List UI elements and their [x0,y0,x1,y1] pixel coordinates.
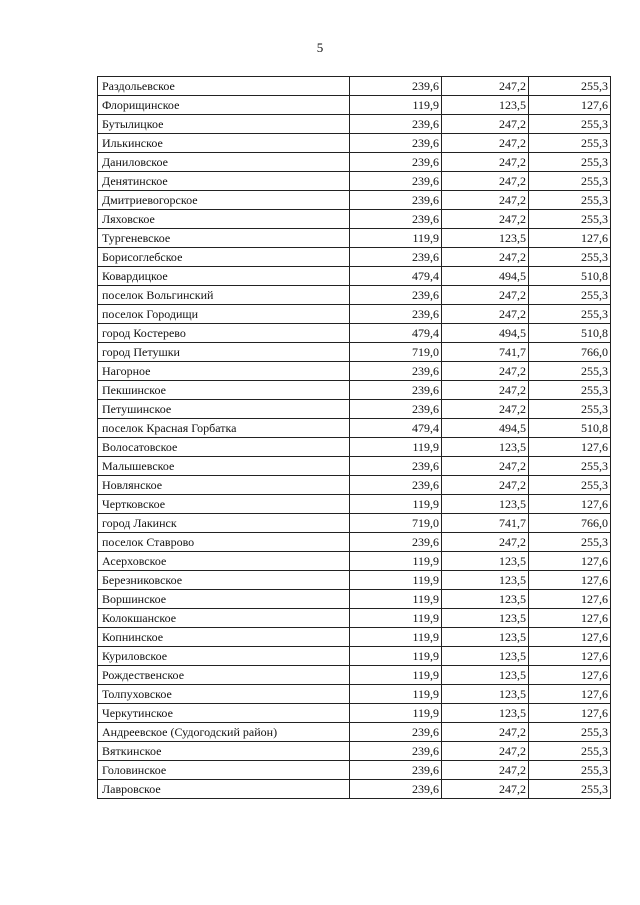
value-2-cell: 247,2 [442,172,529,191]
value-3-cell: 255,3 [529,248,611,267]
settlement-name-cell: Колокшанское [98,609,350,628]
settlement-name-cell: Копнинское [98,628,350,647]
settlement-name-cell: Флорищинское [98,96,350,115]
value-1-cell: 239,6 [350,533,442,552]
value-1-cell: 119,9 [350,590,442,609]
table-row [98,609,611,628]
value-2-cell: 123,5 [442,666,529,685]
value-2-cell: 247,2 [442,723,529,742]
value-3-cell: 255,3 [529,115,611,134]
settlement-name-cell: Борисоглебское [98,248,350,267]
value-3-cell: 255,3 [529,172,611,191]
value-1-cell: 119,9 [350,628,442,647]
table-row [98,324,611,343]
settlement-name-cell: Черкутинское [98,704,350,723]
settlement-name-cell: Куриловское [98,647,350,666]
value-1-cell: 239,6 [350,77,442,96]
value-1-cell: 239,6 [350,191,442,210]
settlement-name-cell: Волосатовское [98,438,350,457]
value-1-cell: 239,6 [350,305,442,324]
settlement-name-cell: Пекшинское [98,381,350,400]
value-3-cell: 127,6 [529,552,611,571]
settlement-name-cell: Воршинское [98,590,350,609]
table-row [98,647,611,666]
value-3-cell: 766,0 [529,343,611,362]
table-row [98,761,611,780]
settlement-name-cell: Андреевское (Судогодский район) [98,723,350,742]
data-table [97,76,611,799]
value-1-cell: 239,6 [350,210,442,229]
table-body [98,77,611,799]
table-row [98,134,611,153]
settlement-name-cell: Вяткинское [98,742,350,761]
settlement-name-cell: поселок Городищи [98,305,350,324]
value-3-cell: 127,6 [529,685,611,704]
settlement-name-cell: Ляховское [98,210,350,229]
value-3-cell: 127,6 [529,96,611,115]
table-row [98,77,611,96]
value-2-cell: 494,5 [442,419,529,438]
value-2-cell: 247,2 [442,780,529,799]
value-1-cell: 119,9 [350,609,442,628]
value-1-cell: 239,6 [350,476,442,495]
value-3-cell: 127,6 [529,704,611,723]
value-2-cell: 123,5 [442,96,529,115]
value-1-cell: 479,4 [350,324,442,343]
value-2-cell: 123,5 [442,495,529,514]
settlement-name-cell: поселок Ставрово [98,533,350,552]
table-row [98,305,611,324]
table-row [98,590,611,609]
value-1-cell: 479,4 [350,267,442,286]
value-2-cell: 247,2 [442,286,529,305]
table-row [98,476,611,495]
settlement-name-cell: Рождественское [98,666,350,685]
value-2-cell: 247,2 [442,400,529,419]
value-2-cell: 247,2 [442,381,529,400]
value-2-cell: 123,5 [442,571,529,590]
value-2-cell: 247,2 [442,248,529,267]
settlement-name-cell: Лавровское [98,780,350,799]
settlement-name-cell: Малышевское [98,457,350,476]
value-2-cell: 247,2 [442,134,529,153]
value-1-cell: 119,9 [350,96,442,115]
value-2-cell: 247,2 [442,362,529,381]
value-2-cell: 247,2 [442,476,529,495]
value-3-cell: 255,3 [529,400,611,419]
value-3-cell: 127,6 [529,438,611,457]
value-2-cell: 741,7 [442,343,529,362]
value-3-cell: 255,3 [529,286,611,305]
table-row [98,191,611,210]
table-row [98,457,611,476]
value-3-cell: 510,8 [529,324,611,343]
value-1-cell: 119,9 [350,552,442,571]
value-1-cell: 239,6 [350,248,442,267]
value-3-cell: 127,6 [529,495,611,514]
table-row [98,533,611,552]
value-1-cell: 239,6 [350,761,442,780]
settlement-name-cell: город Петушки [98,343,350,362]
value-2-cell: 247,2 [442,210,529,229]
value-1-cell: 239,6 [350,115,442,134]
settlement-name-cell: Петушинское [98,400,350,419]
value-1-cell: 719,0 [350,343,442,362]
table-row [98,210,611,229]
value-3-cell: 255,3 [529,533,611,552]
table-row [98,172,611,191]
value-1-cell: 119,9 [350,666,442,685]
value-1-cell: 239,6 [350,780,442,799]
table-row [98,666,611,685]
value-1-cell: 239,6 [350,381,442,400]
value-1-cell: 239,6 [350,400,442,419]
value-2-cell: 741,7 [442,514,529,533]
table-row [98,514,611,533]
value-3-cell: 255,3 [529,77,611,96]
table-row [98,704,611,723]
value-1-cell: 239,6 [350,153,442,172]
value-2-cell: 247,2 [442,742,529,761]
value-1-cell: 119,9 [350,704,442,723]
value-1-cell: 119,9 [350,647,442,666]
settlement-name-cell: Березниковское [98,571,350,590]
table-row [98,723,611,742]
settlement-name-cell: Толпуховское [98,685,350,704]
table-row [98,381,611,400]
value-1-cell: 239,6 [350,723,442,742]
value-3-cell: 255,3 [529,381,611,400]
value-2-cell: 247,2 [442,533,529,552]
value-1-cell: 119,9 [350,438,442,457]
value-3-cell: 127,6 [529,666,611,685]
value-1-cell: 479,4 [350,419,442,438]
value-2-cell: 247,2 [442,77,529,96]
table-row [98,362,611,381]
table-row [98,742,611,761]
value-3-cell: 510,8 [529,419,611,438]
table-row [98,780,611,799]
settlement-name-cell: Илькинское [98,134,350,153]
value-3-cell: 127,6 [529,609,611,628]
value-3-cell: 255,3 [529,761,611,780]
value-1-cell: 119,9 [350,229,442,248]
settlement-name-cell: Чертковское [98,495,350,514]
table-row [98,400,611,419]
value-3-cell: 255,3 [529,780,611,799]
value-3-cell: 255,3 [529,476,611,495]
value-3-cell: 255,3 [529,153,611,172]
table-row [98,552,611,571]
value-3-cell: 127,6 [529,571,611,590]
settlement-name-cell: город Лакинск [98,514,350,533]
value-2-cell: 247,2 [442,115,529,134]
settlement-name-cell: Даниловское [98,153,350,172]
settlement-name-cell: Головинское [98,761,350,780]
settlement-name-cell: Нагорное [98,362,350,381]
table-row [98,685,611,704]
settlement-name-cell: поселок Вольгинский [98,286,350,305]
table-row [98,495,611,514]
value-2-cell: 123,5 [442,628,529,647]
value-2-cell: 494,5 [442,267,529,286]
settlement-name-cell: Денятинское [98,172,350,191]
value-2-cell: 247,2 [442,305,529,324]
value-2-cell: 123,5 [442,609,529,628]
table-row [98,419,611,438]
value-3-cell: 766,0 [529,514,611,533]
table-row [98,286,611,305]
settlement-name-cell: Тургеневское [98,229,350,248]
table-row [98,343,611,362]
value-1-cell: 719,0 [350,514,442,533]
value-2-cell: 123,5 [442,438,529,457]
value-1-cell: 239,6 [350,457,442,476]
value-3-cell: 255,3 [529,134,611,153]
value-2-cell: 123,5 [442,685,529,704]
value-1-cell: 239,6 [350,362,442,381]
value-1-cell: 239,6 [350,742,442,761]
value-2-cell: 247,2 [442,457,529,476]
settlement-name-cell: город Костерево [98,324,350,343]
table-row [98,96,611,115]
value-1-cell: 239,6 [350,134,442,153]
page-number: 5 [316,40,324,55]
value-3-cell: 255,3 [529,723,611,742]
value-1-cell: 119,9 [350,571,442,590]
value-1-cell: 119,9 [350,495,442,514]
value-3-cell: 127,6 [529,229,611,248]
table-row [98,115,611,134]
value-2-cell: 247,2 [442,153,529,172]
value-1-cell: 239,6 [350,286,442,305]
settlement-name-cell: Новлянское [98,476,350,495]
value-3-cell: 255,3 [529,191,611,210]
table-row [98,267,611,286]
settlement-name-cell: Раздольевское [98,77,350,96]
table-row [98,248,611,267]
settlement-name-cell: Дмитриевогорское [98,191,350,210]
value-2-cell: 123,5 [442,647,529,666]
value-2-cell: 247,2 [442,761,529,780]
value-1-cell: 119,9 [350,685,442,704]
value-2-cell: 123,5 [442,590,529,609]
value-3-cell: 255,3 [529,457,611,476]
value-2-cell: 494,5 [442,324,529,343]
value-3-cell: 127,6 [529,647,611,666]
value-2-cell: 247,2 [442,191,529,210]
table-row [98,153,611,172]
settlement-name-cell: поселок Красная Горбатка [98,419,350,438]
value-2-cell: 123,5 [442,704,529,723]
table-row [98,229,611,248]
value-3-cell: 510,8 [529,267,611,286]
value-1-cell: 239,6 [350,172,442,191]
value-3-cell: 255,3 [529,362,611,381]
value-3-cell: 127,6 [529,628,611,647]
table-row [98,438,611,457]
value-2-cell: 123,5 [442,229,529,248]
settlement-name-cell: Бутылицкое [98,115,350,134]
value-3-cell: 255,3 [529,742,611,761]
value-3-cell: 255,3 [529,305,611,324]
settlement-name-cell: Ковардицкое [98,267,350,286]
table-row [98,571,611,590]
value-3-cell: 255,3 [529,210,611,229]
table-row [98,628,611,647]
settlement-name-cell: Асерховское [98,552,350,571]
value-3-cell: 127,6 [529,590,611,609]
value-2-cell: 123,5 [442,552,529,571]
